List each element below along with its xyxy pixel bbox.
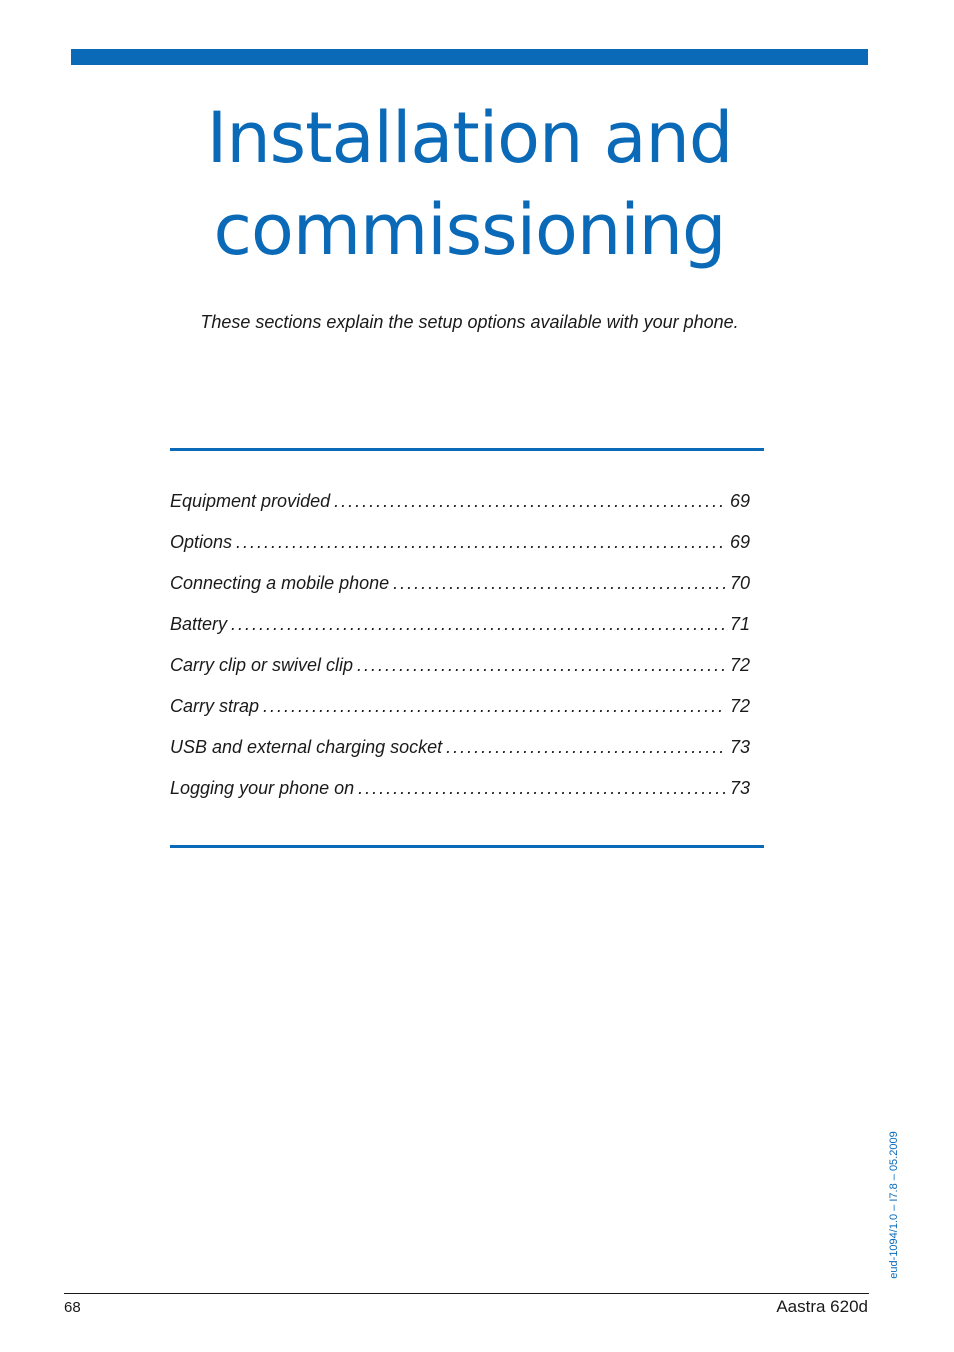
toc-bottom-rule — [170, 845, 764, 848]
toc-entry-page: 71 — [729, 614, 750, 634]
toc-entry-label: Carry strap — [170, 696, 260, 716]
toc-entry-label: Carry clip or swivel clip — [170, 655, 354, 675]
toc-entry-label: Options — [170, 532, 233, 552]
toc-entry-carry-clip[interactable] — [170, 652, 750, 693]
page-title — [71, 92, 868, 276]
toc-entry-page: 72 — [729, 696, 750, 716]
product-name: Aastra 620d — [776, 1297, 868, 1316]
footer-rule — [64, 1293, 869, 1294]
toc-entry-page: 72 — [729, 655, 750, 675]
toc-entry-options[interactable] — [170, 529, 750, 570]
header-bar — [71, 49, 868, 65]
toc-entry-label: Logging your phone on — [170, 778, 355, 798]
toc-entry-page: 70 — [729, 573, 750, 593]
toc-leader-dots — [446, 734, 726, 760]
page-number: 68 — [64, 1299, 81, 1316]
toc-leader-dots — [393, 570, 726, 596]
toc-leader-dots — [358, 775, 726, 801]
toc-entry-page: 69 — [729, 491, 750, 511]
toc-leader-dots — [231, 611, 726, 637]
page-title-line-1: Installation and — [206, 97, 733, 179]
toc-entry-label: Connecting a mobile phone — [170, 573, 390, 593]
toc-entry-page: 69 — [729, 532, 750, 552]
toc-leader-dots — [236, 529, 726, 555]
toc-entry-page: 73 — [729, 737, 750, 757]
toc-entry-label: Equipment provided — [170, 491, 331, 511]
toc-top-rule — [170, 448, 764, 451]
toc-entry-page: 73 — [729, 778, 750, 798]
page-title-line-2: commissioning — [213, 189, 726, 271]
toc-entry-connecting-mobile-phone[interactable] — [170, 570, 750, 611]
section-intro: These sections explain the setup options available with your phone. — [200, 312, 739, 332]
toc-leader-dots — [357, 652, 726, 678]
toc-entry-equipment-provided[interactable] — [170, 488, 750, 529]
toc-entry-logging-phone-on[interactable] — [170, 775, 750, 816]
toc-entry-battery[interactable] — [170, 611, 750, 652]
table-of-contents — [170, 488, 750, 816]
toc-entry-carry-strap[interactable] — [170, 693, 750, 734]
toc-leader-dots — [334, 488, 726, 514]
toc-entry-label: USB and external charging socket — [170, 737, 443, 757]
toc-entry-usb-charging-socket[interactable] — [170, 734, 750, 775]
toc-leader-dots — [263, 693, 726, 719]
toc-entry-label: Battery — [170, 614, 228, 634]
document-code-text: eud-1094/1.0 – I7.8 – 05.2009 — [888, 1131, 900, 1279]
